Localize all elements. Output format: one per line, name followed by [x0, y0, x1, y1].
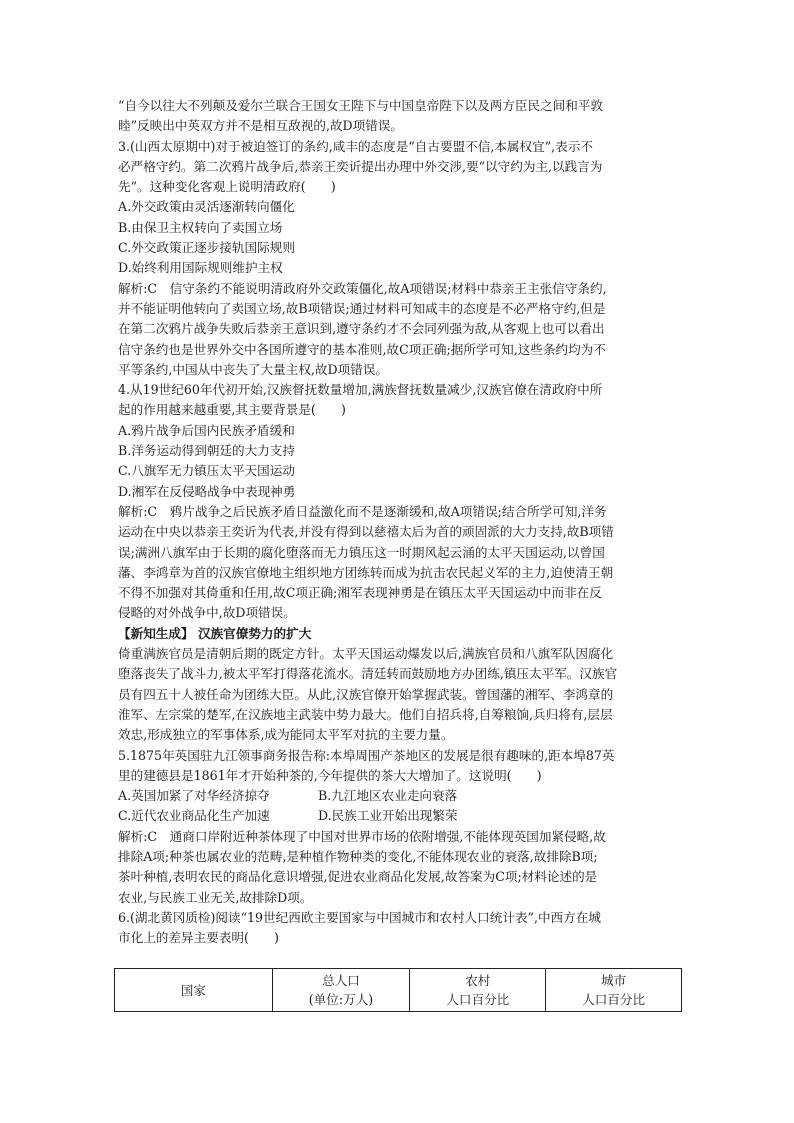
text-line: 效忠,形成独立的军事体系,成为能同太平军对抗的主要力量。: [118, 727, 454, 743]
text-line: 在第二次鸦片战争失败后恭亲王意识到,遵守条约才不会同列强为敌,从客观上也可以看出: [118, 321, 605, 337]
option-b: B.洋务运动得到朝廷的大力支持: [118, 443, 295, 459]
header-cell: 国家: [115, 969, 273, 1012]
option-c: C.外交政策正逐步接轨国际规则: [118, 240, 295, 256]
question-5-stem: 5.1875年英国驻九江领事商务报告称:本埠周围产茶地区的发展是很有趣味的,距本埠87英: [118, 747, 615, 763]
text-line: 淮军、左宗棠的楚军,在汉族地主武装中势力最大。他们自招兵将,自筹粮饷,兵归将有,层层: [118, 706, 613, 722]
text-line: 平等条约,中国从中丧失了大量主权,故D项错误。: [118, 361, 388, 377]
option-b: B.由保卫主权转向了卖国立场: [118, 219, 283, 235]
text-line: 堕落丧失了战斗力,被太平军打得落花流水。清廷转而鼓励地方办团练,镇压太平军。汉族官: [118, 666, 618, 682]
option-a: A.外交政策由灵活逐渐转向僵化: [118, 199, 295, 215]
population-table: [114, 968, 682, 1012]
option-d: D.民族工业开始出现繁荣: [318, 808, 458, 824]
header-cell: 总人口 (单位:万人): [272, 969, 410, 1012]
text-line: 里的建德县是1861年才开始种茶的,今年提供的茶大大增加了。这说明( ): [118, 767, 542, 783]
text-line: 侵略的对外战争中,故D项错误。: [118, 605, 296, 621]
text-line: 藩、李鸿章为首的汉族官僚地主组织地方团练转而成为抗击农民起义军的主力,迫使清王朝: [118, 564, 614, 580]
text-line: 必严格守约。第二次鸦片战争后,恭亲王奕䜣提出办理中外交涉,要“以守约为主,以践言为: [118, 158, 603, 174]
option-a: A.鸦片战争后国内民族矛盾缓和: [118, 422, 295, 438]
option-c: C.八旗军无力镇压太平天国运动: [118, 463, 295, 479]
analysis-line: 解析:C 通商口岸附近种茶体现了中国对世界市场的依附增强,不能体现英国加紧侵略,故: [118, 828, 606, 844]
text-line: 睦”反映出中英双方并不是相互敌视的,故D项错误。: [118, 118, 404, 134]
text-line: 农业,与民族工业无关,故排除D项。: [118, 889, 313, 905]
text-line: 茶叶种植,表明农民的商品化意识增强,促进农业商品化发展,故答案为C项;材料论述的是: [118, 869, 598, 885]
analysis-line: 解析:C 鸦片战争之后民族矛盾日益激化而不是逐渐缓和,故A项错误;结合所学可知,洋务: [118, 503, 607, 519]
header-cell: 农村 人口百分比: [410, 969, 546, 1012]
option-d: D.湘军在反侵略战争中表现神勇: [118, 483, 296, 499]
options-row: [118, 806, 678, 826]
text-line: 误;满洲八旗军由于长期的腐化堕落而无力镇压这一时期风起云涌的太平天国运动,以曾国: [118, 544, 605, 560]
option-c: C.近代农业商品化生产加速: [118, 808, 270, 824]
text-line: “自今以往大不列颠及爱尔兰联合王国女王陛下与中国皇帝陛下以及两方臣民之间和平敦: [118, 98, 604, 113]
text-line: 信守条约也是世界外交中各国所遵守的基本准则,故C项正确;据所学可知,这些条约均为不: [118, 341, 606, 357]
header-cell: 城市 人口百分比: [546, 969, 682, 1012]
text-line: 市化上的差异主要表明( ): [118, 930, 279, 946]
option-b: B.九江地区农业走向衰落: [318, 788, 458, 804]
question-6-stem: 6.(湖北黄冈质检)阅读“19世纪西欧主要国家与中国城市和农村人口统计表”,中西方在城: [118, 909, 601, 925]
text-line: 起的作用越来越重要,其主要背景是( ): [118, 402, 346, 418]
table-header-row: [115, 969, 682, 1012]
text-line: 倚重满族官员是清朝后期的既定方针。太平天国运动爆发以后,满族官员和八旗军队因腐化: [118, 646, 614, 662]
option-a: A.英国加紧了对华经济掠夺: [118, 788, 270, 804]
text-line: 运动在中央以恭亲王奕䜣为代表,并没有得到以慈禧太后为首的顽固派的大力支持,故B项错: [118, 524, 614, 540]
section-heading: 【新知生成】 汉族官僚势力的扩大: [118, 625, 312, 641]
text-line: 先”。这种变化客观上说明清政府( ): [118, 179, 336, 195]
text-line: 员有四五十人被任命为团练大臣。从此,汉族官僚开始掌握武装。曾国藩的湘军、李鸿章的: [118, 686, 614, 702]
document-body: [118, 96, 678, 948]
text-line: 排除A项;种茶也属农业的范畴,是种植作物种类的变化,不能体现农业的衰落,故排除B项;: [118, 848, 598, 864]
analysis-line: 解析:C 信守条约不能说明清政府外交政策僵化,故A项错误;材料中恭亲王主张信守条约,: [118, 280, 607, 296]
question-3-stem: 3.(山西太原期中)对于被迫签订的条约,咸丰的态度是“自古要盟不信,本属权宜”,表示不: [118, 138, 593, 154]
text-line: 不得不加强对其倚重和任用,故C项正确;湘军表现神勇是在镇压太平天国运动中而非在反: [118, 585, 602, 601]
options-row: [118, 786, 678, 806]
text-line: 并不能证明他转向了卖国立场,故B项错误;通过材料可知咸丰的态度是不必严格守约,但是: [118, 300, 606, 316]
option-d: D.始终利用国际规则维护主权: [118, 260, 283, 276]
question-4-stem: 4.从19世纪60年代初开始,汉族督抚数量增加,满族督抚数量减少,汉族官僚在清政府中所: [118, 382, 603, 398]
